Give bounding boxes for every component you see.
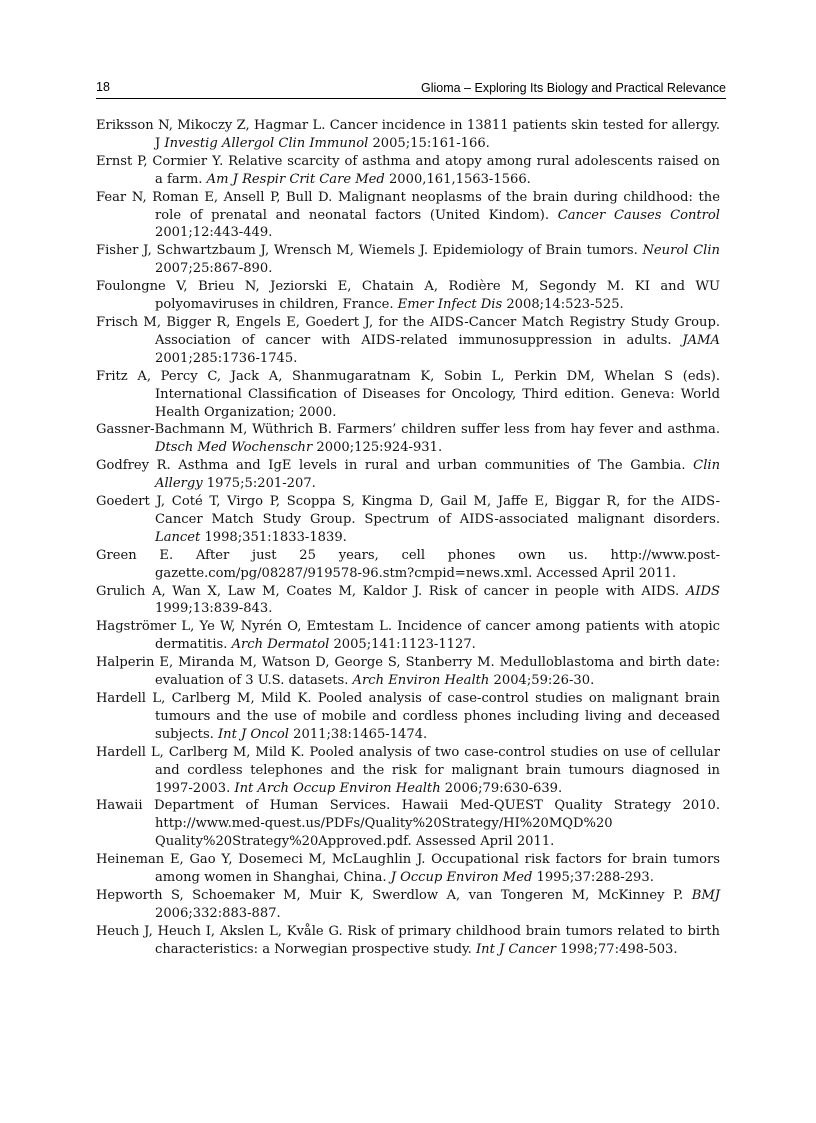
journal-title: JAMA [682,332,720,348]
reference-item: Fisher J, Schwartzbaum J, Wrensch M, Wiemels J. Epidemiology of Brain tumors. Neurol Clin 2007;25:867-890. [96,243,720,277]
journal-title: Arch Environ Health [352,673,490,689]
reference-item: Goedert J, Coté T, Virgo P, Scoppa S, Kingma D, Gail M, Jaffe E, Biggar R, for the AIDS-Cancer Match Study Group. Spectrum of AIDS-associated malignant disorders. Lancet 1998;351:1833-1839. [96,494,720,545]
reference-item: Hardell L, Carlberg M, Mild K. Pooled analysis of two case-control studies on use of cellular and cordless telephones and the risk for malignant brain tumours diagnosed in 1997-2003. Int Arch Occup Environ Health 2006;79:630-639. [96,744,720,796]
reference-item: Eriksson N, Mikoczy Z, Hagmar L. Cancer incidence in 13811 patients skin tested for allergy. J Investig Allergol Clin Immunol 2005;15:161-166. [96,118,720,151]
journal-title: Arch Dermatol [231,637,330,653]
journal-title: Int J Oncol [217,726,289,742]
journal-title: Emer Infect Dis [397,297,503,313]
journal-title: Lancet [155,529,201,545]
reference-item: Hardell L, Carlberg M, Mild K. Pooled analysis of case-control studies on malignant brain tumours and the use of mobile and cordless phones including living and deceased subjects. Int J Oncol 2011;38:1465-1474. [96,691,720,742]
journal-title: Dtsch Med Wochenschr [155,440,313,456]
reference-item: Halperin E, Miranda M, Watson D, George S, Stanberry M. Medulloblastoma and birth date: evaluation of 3 U.S. datasets. Arch Environ Health 2004;59:26-30. [96,655,720,689]
reference-item: Grulich A, Wan X, Law M, Coates M, Kaldor J. Risk of cancer in people with AIDS. AIDS 1999;13:839-843. [96,583,720,617]
journal-title: Am J Respir Crit Care Med [206,171,385,187]
reference-item: Godfrey R. Asthma and IgE levels in rural and urban communities of The Gambia. Clin Allergy 1975;5:201-207. [96,458,720,492]
reference-item: Frisch M, Bigger R, Engels E, Goedert J, for the AIDS-Cancer Match Registry Study Group. Association of cancer with AIDS-related immunosuppression in adults. JAMA 2001;285:1736-1745. [96,314,720,366]
journal-title: BMJ [691,887,720,903]
reference-item: Hepworth S, Schoemaker M, Muir K, Swerdlow A, van Tongeren M, McKinney P. BMJ 2006;332:883-887. [96,887,720,921]
reference-item: Hagströmer L, Ye W, Nyrén O, Emtestam L. Incidence of cancer among patients with atopic dermatitis. Arch Dermatol 2005;141:1123-1127. [96,619,720,653]
journal-title: Int J Cancer [475,941,557,957]
journal-title: AIDS [685,583,720,599]
journal-title: Clin Allergy [155,458,720,492]
running-title: Glioma – Exploring Its Biology and Practical Relevance [420,81,726,95]
reference-item: Heuch J, Heuch I, Akslen L, Kvåle G. Risk of primary childhood brain tumors related to birth characteristics: a Norwegian prospective study. Int J Cancer 1998;77:498-503. [96,923,720,957]
reference-item: Foulongne V, Brieu N, Jeziorski E, Chatain A, Rodière M, Segondy M. KI and WU polyomaviruses in children, France. Emer Infect Dis 2008;14:523-525. [96,279,720,313]
reference-item: Green E. After just 25 years, cell phones own us. http://www.post-gazette.com/pg/08287/919578-96.stm?cmpid=news.xml. Accessed April 2011. [96,547,720,581]
page-number: 18 [96,80,110,94]
journal-title: Cancer Causes Control [557,207,720,223]
reference-item: Heineman E, Gao Y, Dosemeci M, McLaughlin J. Occupational risk factors for brain tumors among women in Shanghai, China. J Occup Environ Med 1995;37:288-293. [96,852,720,886]
page-header [96,80,726,99]
reference-item: Ernst P, Cormier Y. Relative scarcity of asthma and atopy among rural adolescents raised on a farm. Am J Respir Crit Care Med 2000,161,1563-1566. [96,153,720,187]
reference-item: Fear N, Roman E, Ansell P, Bull D. Malignant neoplasms of the brain during childhood: the role of prenatal and neonatal factors (United Kindom). Cancer Causes Control 2001;12:443-449. [96,189,720,241]
journal-title: Neurol Clin [642,243,720,259]
reference-list [96,117,720,959]
reference-item: Fritz A, Percy C, Jack A, Shanmugaratnam K, Sobin L, Perkin DM, Whelan S (eds). International Classification of Diseases for Oncology, Third edition. Geneva: World Health Organization; 2000. [96,368,720,420]
reference-item: Gassner-Bachmann M, Wüthrich B. Farmers’ children suffer less from hay fever and asthma. Dtsch Med Wochenschr 2000;125:924-931. [96,422,720,456]
reference-item: Hawaii Department of Human Services. Hawaii Med-QUEST Quality Strategy 2010. http://www.med-quest.us/PDFs/Quality%20Strategy/HI%20MQD%20 Quality%20Strategy%20Approved.pdf. Assessed April 2011. [96,798,720,850]
journal-title: Int Arch Occup Environ Health [234,780,441,796]
journal-title: Investig Allergol Clin Immunol [164,135,369,151]
journal-title: J Occup Environ Med [390,870,533,886]
